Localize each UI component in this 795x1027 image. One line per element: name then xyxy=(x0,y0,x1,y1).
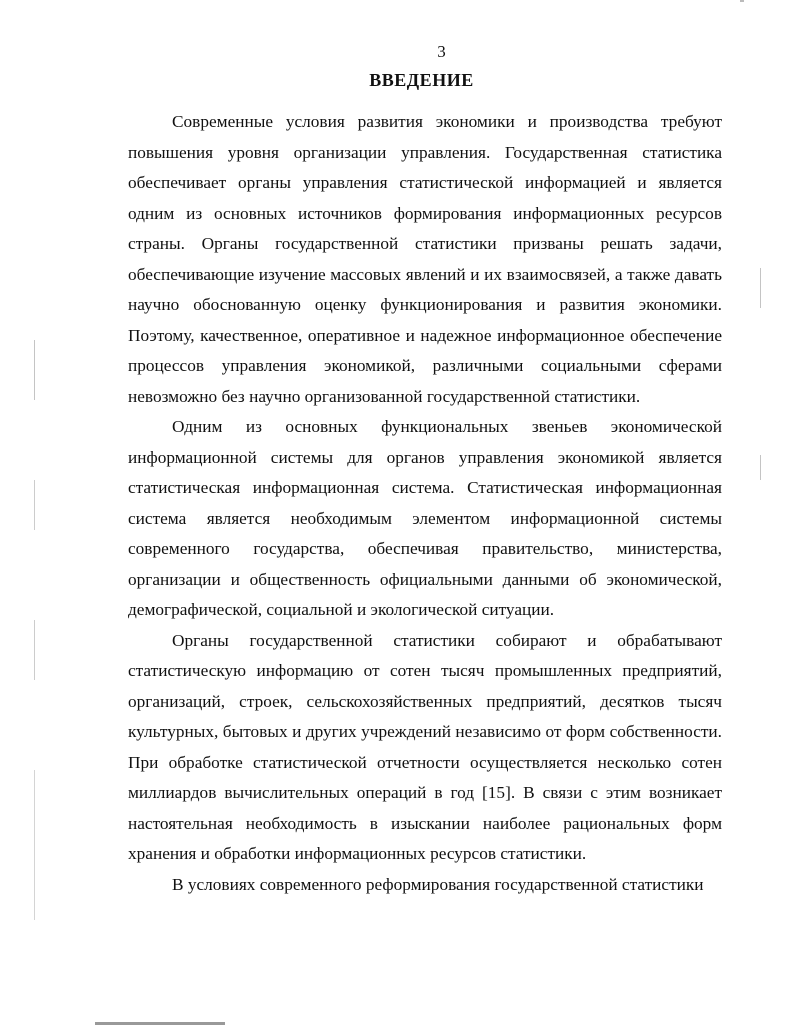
paragraph-1: Современные условия развития экономики и производства требуют повышения уровня организации управления. Государственная статистика обеспечивает органы управления статистической информацией и является одним из основных источников формирования информационных ресурсов страны. Органы государственной статистики призваны решать задачи, обеспечивающие изучение массовых явлений и их взаимосвязей, а также давать научно обоснованную оценку функционирования и развития экономики. Поэтому, качественное, оперативное и надежное информационное обеспечение процессов управления экономикой, различными социальными сферами невозможно без научно организованной государственной статистики. xyxy=(128,112,722,406)
scan-bar-bottom xyxy=(95,1022,225,1025)
body-text xyxy=(128,107,722,900)
page-number: 3 xyxy=(437,42,446,61)
scan-line-left-3 xyxy=(34,620,35,680)
paragraph-4: В условиях современного реформирования государственной статистики xyxy=(172,874,704,894)
scan-dot-top xyxy=(740,0,744,2)
paragraph-2: Одним из основных функциональных звеньев экономической информационной системы для органов управления экономикой является статистическая информационная система. Статистическая информационная система является необходимым элементом информационной системы современного государства, обеспечивая правительство, министерства, организации и общественность официальными данными об экономической, демографической, социальной и экологической ситуации. xyxy=(128,417,722,619)
scan-line-left-4 xyxy=(34,770,35,920)
paragraph-3: Органы государственной статистики собирают и обрабатывают статистическую информацию от сотен тысяч промышленных предприятий, организаций, строек, сельскохозяйственных предприятий, десятков тысяч культурных, бытовых и других учреждений независимо от форм собственности. При обработке статистической отчетности осуществляется несколько сотен миллиардов вычислительных операций в год [15]. В связи с этим возникает настоятельная необходимость в изыскании наиболее рациональных форм хранения и обработки информационных ресурсов статистики. xyxy=(128,630,722,863)
scan-line-right xyxy=(760,268,761,308)
scan-line-right-2 xyxy=(760,455,761,480)
scan-line-left xyxy=(34,340,35,400)
page-title: ВВЕДЕНИЕ xyxy=(369,70,474,90)
scan-line-left-2 xyxy=(34,480,35,530)
